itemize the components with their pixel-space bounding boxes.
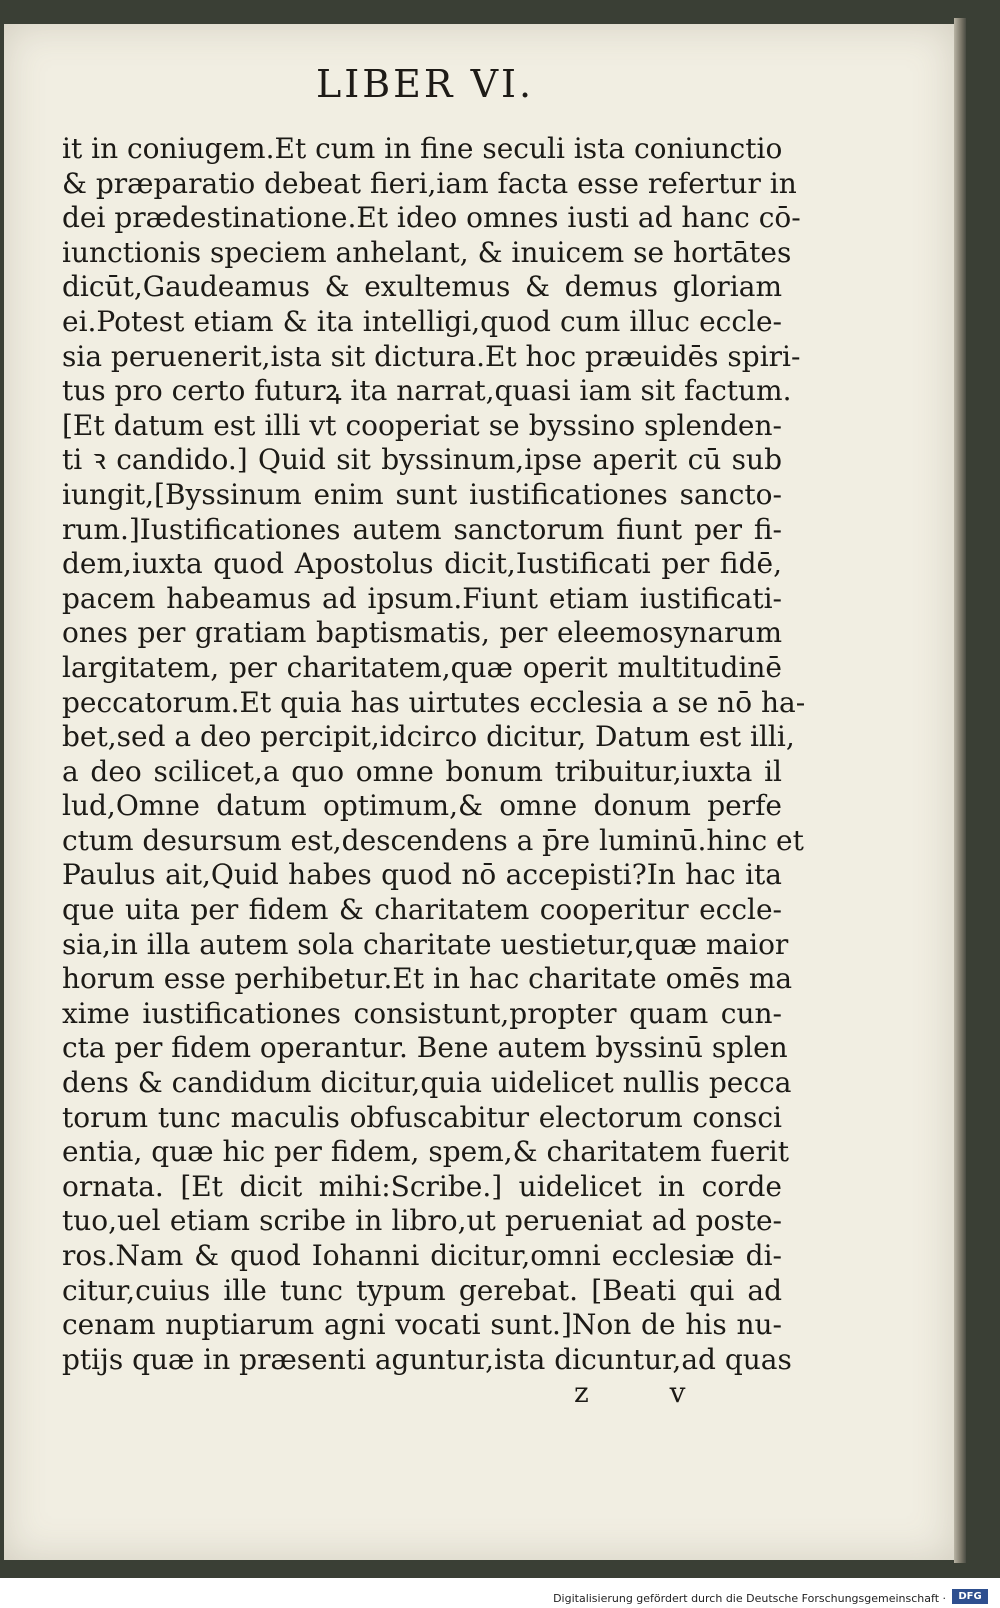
- text-line: peccatorum.Et quia has uirtutes ecclesia a se nō ha-: [62, 685, 806, 719]
- text-line: ti ꝛ candido.] Quid sit byssinum,ipse aperit cū sub: [62, 443, 782, 477]
- signature-mark: z v: [574, 1376, 722, 1409]
- text-line: a deo scilicet,a quo omne bonum tribuitur,iuxta il: [62, 754, 782, 788]
- text-line: iunctionis speciem anhelant, & inuicem se hortātes: [62, 235, 792, 269]
- running-head: LIBER VI.: [316, 62, 535, 106]
- text-line: iungit,[Byssinum enim sunt iustificationes sancto-: [62, 477, 782, 511]
- text-line: sia peruenerit,ista sit dictura.Et hoc præuidēs spiri-: [62, 339, 801, 373]
- text-line: tus pro certo futurꝝ ita narrat,quasi iam sit factum.: [62, 374, 792, 408]
- text-line: citur,cuius ille tunc typum gerebat. [Beati qui ad: [62, 1273, 782, 1307]
- text-line: xime iustificationes consistunt,propter quam cun-: [62, 996, 782, 1030]
- text-line: ptijs quæ in præsenti aguntur,ista dicuntur,ad quas: [62, 1342, 792, 1376]
- text-line: bet,sed a deo percipit,idcirco dicitur, Datum est illi,: [62, 720, 795, 754]
- text-line: largitatem, per charitatem,quæ operit multitudinē: [62, 650, 782, 684]
- text-line: & præparatio debeat fieri,iam facta esse refertur in: [62, 166, 797, 200]
- text-line: sia,in illa autem sola charitate uestietur,quæ maior: [62, 927, 789, 961]
- text-line: dem,iuxta quod Apostolus dicit,Iustificati per fidē,: [62, 547, 782, 581]
- text-line: Paulus ait,Quid habes quod nō accepisti?In hac ita: [62, 858, 782, 892]
- page-edge: [954, 18, 966, 1563]
- text-line: dei prædestinatione.Et ideo omnes iusti ad hanc cō-: [62, 201, 801, 235]
- text-block: [62, 132, 806, 1377]
- text-line: cta per fidem operantur. Bene autem byssinū splen: [62, 1031, 788, 1065]
- text-line: ctum desursum est,descendens a p̄re luminū.hinc et: [62, 823, 804, 857]
- text-line: cenam nuptiarum agni vocati sunt.]Non de his nu-: [62, 1308, 782, 1342]
- text-line: que uita per fidem & charitatem cooperitur eccle-: [62, 893, 782, 927]
- text-line: torum tunc maculis obfuscabitur electorum consci: [62, 1100, 782, 1134]
- text-line: ornata. [Et dicit mihi:Scribe.] uidelicet in corde: [62, 1169, 782, 1203]
- text-line: dens & candidum dicitur,quia uidelicet nullis pecca: [62, 1066, 792, 1100]
- text-line: lud,Omne datum optimum,& omne donum perfe: [62, 789, 782, 823]
- text-line: entia, quæ hic per fidem, spem,& charitatem fuerit: [62, 1135, 790, 1169]
- footer-credit: Digitalisierung gefördert durch die Deutsche Forschungsgemeinschaft ·: [553, 1592, 946, 1605]
- dfg-logo: DFG: [952, 1589, 988, 1604]
- text-line: ones per gratiam baptismatis, per eleemosynarum: [62, 616, 782, 650]
- text-line: ros.Nam & quod Iohanni dicitur,omni ecclesiæ di-: [62, 1239, 782, 1272]
- text-line: [Et datum est illi vt cooperiat se byssino splenden-: [62, 408, 782, 442]
- text-line: tuo,uel etiam scribe in libro,ut perueniat ad poste-: [62, 1204, 782, 1238]
- text-line: rum.]Iustificationes autem sanctorum fiunt per fi-: [62, 512, 782, 546]
- text-line: horum esse perhibetur.Et in hac charitate omēs ma: [62, 962, 793, 996]
- text-line: it in coniugem.Et cum in fine seculi ista coniunctio: [62, 132, 783, 165]
- text-line: ei.Potest etiam & ita intelligi,quod cum illuc eccle-: [62, 304, 782, 338]
- text-line: pacem habeamus ad ipsum.Fiunt etiam iustificati-: [62, 581, 782, 615]
- text-line: dicūt,Gaudeamus & exultemus & demus gloriam: [62, 270, 782, 304]
